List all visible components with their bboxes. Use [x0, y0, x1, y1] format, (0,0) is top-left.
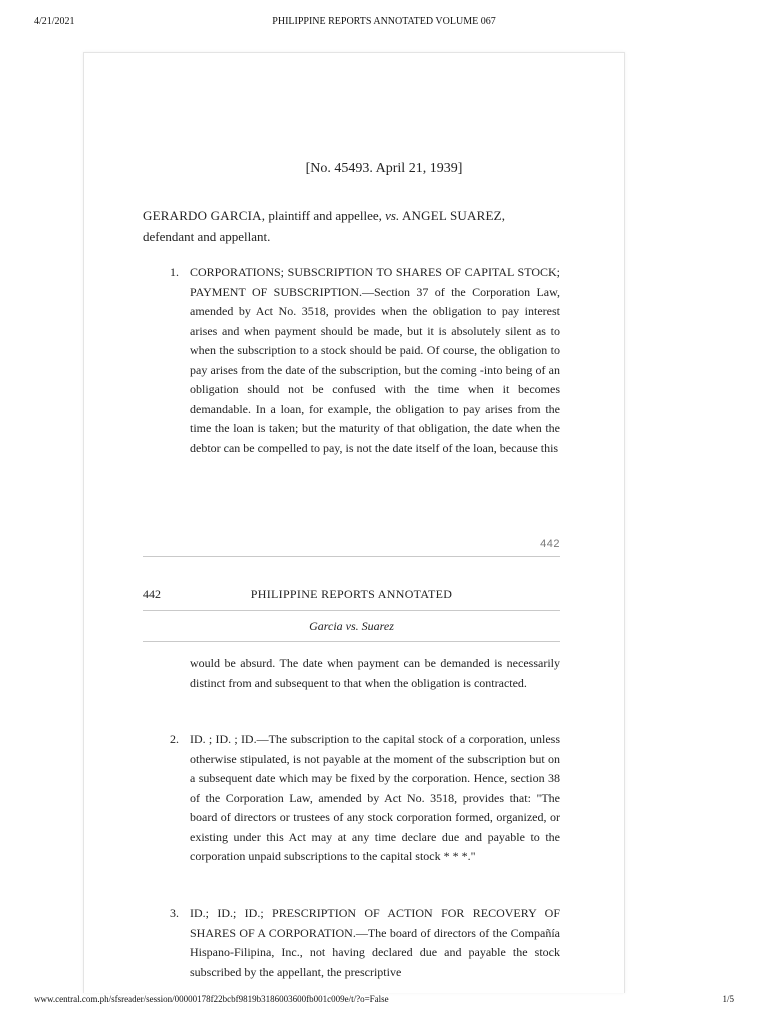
running-head-title: PHILIPPINE REPORTS ANNOTATED	[250, 587, 453, 601]
syllabus-text: CORPORATIONS; SUBSCRIPTION TO SHARES OF CAPITAL STOCK; PAYMENT OF SUBSCRIPTION.—Section 37 of the Corporation Law, amended by Act No. 3518, provides when the obligation to pay interest arises and when payment should be made, but it is absolutely silent as to when the subscription to a stock should be paid. Of course, the obligation to pay arises from the date of the subscription, but the coming -into being of an obligation should not be confused with the time when it becomes demandable. In a loan, for example, the obligation to pay arises from the time the loan is taken; but the maturity of that obligation, the date when the debtor can be compelled to pay, is not the date itself of the loan, because this	[190, 265, 560, 455]
syllabus-item	[170, 904, 560, 982]
page-number: 442	[540, 538, 560, 550]
versus: vs.	[385, 208, 400, 223]
page-divider	[143, 556, 560, 557]
syllabus-text: ID.; ID.; ID.; PRESCRIPTION OF ACTION FOR RECOVERY OF SHARES OF A CORPORATION.—The board of directors of the Compañía Hispano-Filipina, Inc., not having declared due and payable the stock subscribed by the appellant, the prescriptive	[190, 906, 560, 979]
syllabus-number: 1.	[170, 265, 179, 279]
print-page-count: 1/5	[722, 994, 734, 1004]
syllabus-number: 2.	[170, 732, 179, 746]
syllabus-text: ID. ; ID. ; ID.—The subscription to the capital stock of a corporation, unless otherwise stipulated, is not payable at the moment of the subscription but on a subsequent date which may be fixed by the corporation. Hence, section 38 of the Corporation Law, amended by Act No. 3518, provides that: "The board of directors or trustees of any stock corporation formed, organized, or existing under this Act may at any time declare due and payable to the corporation unpaid subscriptions to the capital stock * * *."	[190, 732, 560, 863]
continuation-text: would be absurd. The date when payment can be demanded is necessarily distinct from and subsequent to that when the obligation is contracted.	[190, 656, 560, 690]
print-title: PHILIPPINE REPORTS ANNOTATED VOLUME 067	[272, 16, 496, 27]
defendant-role: defendant and appellant.	[143, 229, 271, 244]
caption-rule	[143, 641, 560, 642]
print-url: www.central.com.ph/sfsreader/session/00000178f22bcbf9819b3186003600fb001c009e/t/?o=False	[34, 994, 389, 1004]
syllabus-item	[170, 730, 560, 867]
plaintiff-role: plaintiff and appellee,	[265, 208, 386, 223]
syllabus-item	[170, 263, 560, 458]
defendant-name: ANGEL SUAREZ,	[399, 208, 506, 223]
syllabus-number: 3.	[170, 906, 179, 920]
plaintiff-name: GERARDO GARCIA,	[143, 208, 266, 223]
print-date: 4/21/2021	[34, 16, 75, 27]
case-parties	[143, 205, 560, 247]
running-head-page: 442	[143, 587, 161, 601]
case-number: [No. 45493. April 21, 1939]	[305, 161, 463, 176]
case-caption: Garcia vs. Suarez	[309, 619, 394, 633]
running-head-rule	[143, 610, 560, 611]
